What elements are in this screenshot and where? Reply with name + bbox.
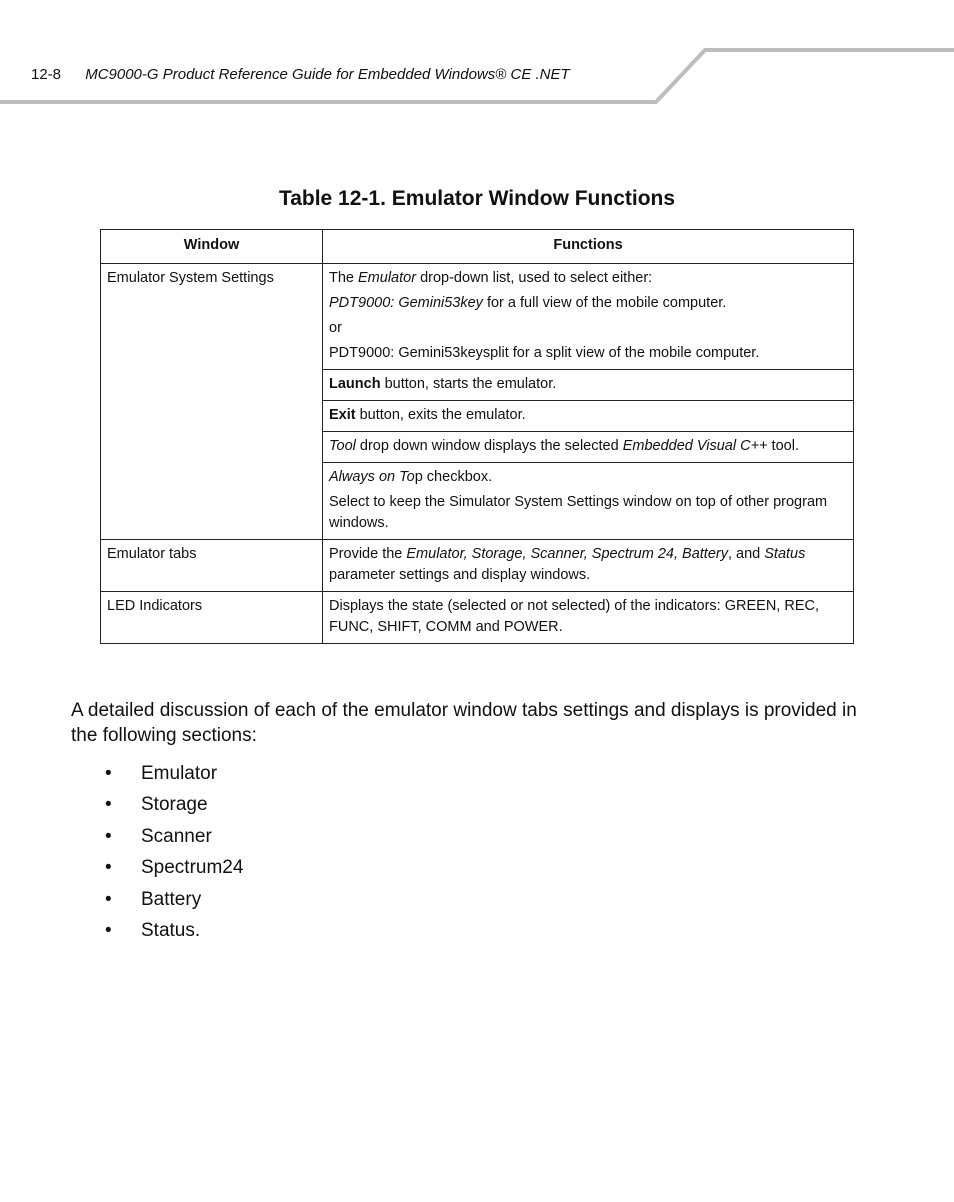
- list-item: • Spectrum24: [105, 855, 243, 886]
- list-item: • Scanner: [105, 824, 243, 855]
- cell-window-system-settings: Emulator System Settings: [101, 264, 323, 540]
- cell-tool-dropdown: Tool drop down window displays the selected Embedded Visual C++ tool.: [323, 432, 854, 463]
- cell-window-led-indicators: LED Indicators: [101, 592, 323, 644]
- cell-emulator-dropdown: The Emulator drop-down list, used to select either: PDT9000: Gemini53key for a full view of the mobile computer. or PDT9000: Gemini53keysplit for a split view of the mobile computer.: [323, 264, 854, 370]
- column-header-functions: Functions: [323, 230, 854, 264]
- cell-led-indicators-function: Displays the state (selected or not selected) of the indicators: GREEN, REC, FUNC, SHIFT, COMM and POWER.: [323, 592, 854, 644]
- running-header: [31, 66, 570, 83]
- bullet: •: [105, 888, 112, 910]
- cell-emulator-tabs-function: Provide the Emulator, Storage, Scanner, Spectrum 24, Battery, and Status parameter settings and display windows.: [323, 540, 854, 592]
- table-row: [101, 540, 854, 592]
- table-row: [101, 592, 854, 644]
- page-number: 12-8: [31, 66, 62, 83]
- cell-launch-button: Launch button, starts the emulator.: [323, 370, 854, 401]
- list-item: • Emulator: [105, 761, 243, 792]
- body-paragraph: A detailed discussion of each of the emulator window tabs settings and displays is provided in the following sections:: [71, 700, 857, 746]
- cell-exit-button: Exit button, exits the emulator.: [323, 401, 854, 432]
- bullet: •: [105, 857, 112, 879]
- header-rule: [0, 0, 954, 110]
- bullet: •: [105, 825, 112, 847]
- list-item: • Storage: [105, 792, 243, 823]
- table-caption: Table 12-1. Emulator Window Functions: [278, 187, 676, 210]
- bullet: •: [105, 763, 112, 784]
- bullet: •: [105, 794, 112, 816]
- bullet: •: [105, 919, 112, 941]
- cell-window-emulator-tabs: Emulator tabs: [101, 540, 323, 592]
- list-item: • Status.: [105, 918, 243, 949]
- emulator-functions-table: [100, 229, 854, 644]
- cell-always-on-top: Always on Top checkbox. Select to keep the Simulator System Settings window on top of other program windows.: [323, 463, 854, 540]
- list-item: • Battery: [105, 887, 243, 918]
- document-title: MC9000-G Product Reference Guide for Embedded Windows® CE .NET: [85, 66, 570, 83]
- table-row: [101, 264, 854, 370]
- section-list: [105, 761, 243, 949]
- column-header-window: Window: [101, 230, 323, 264]
- table-header-row: [101, 230, 854, 264]
